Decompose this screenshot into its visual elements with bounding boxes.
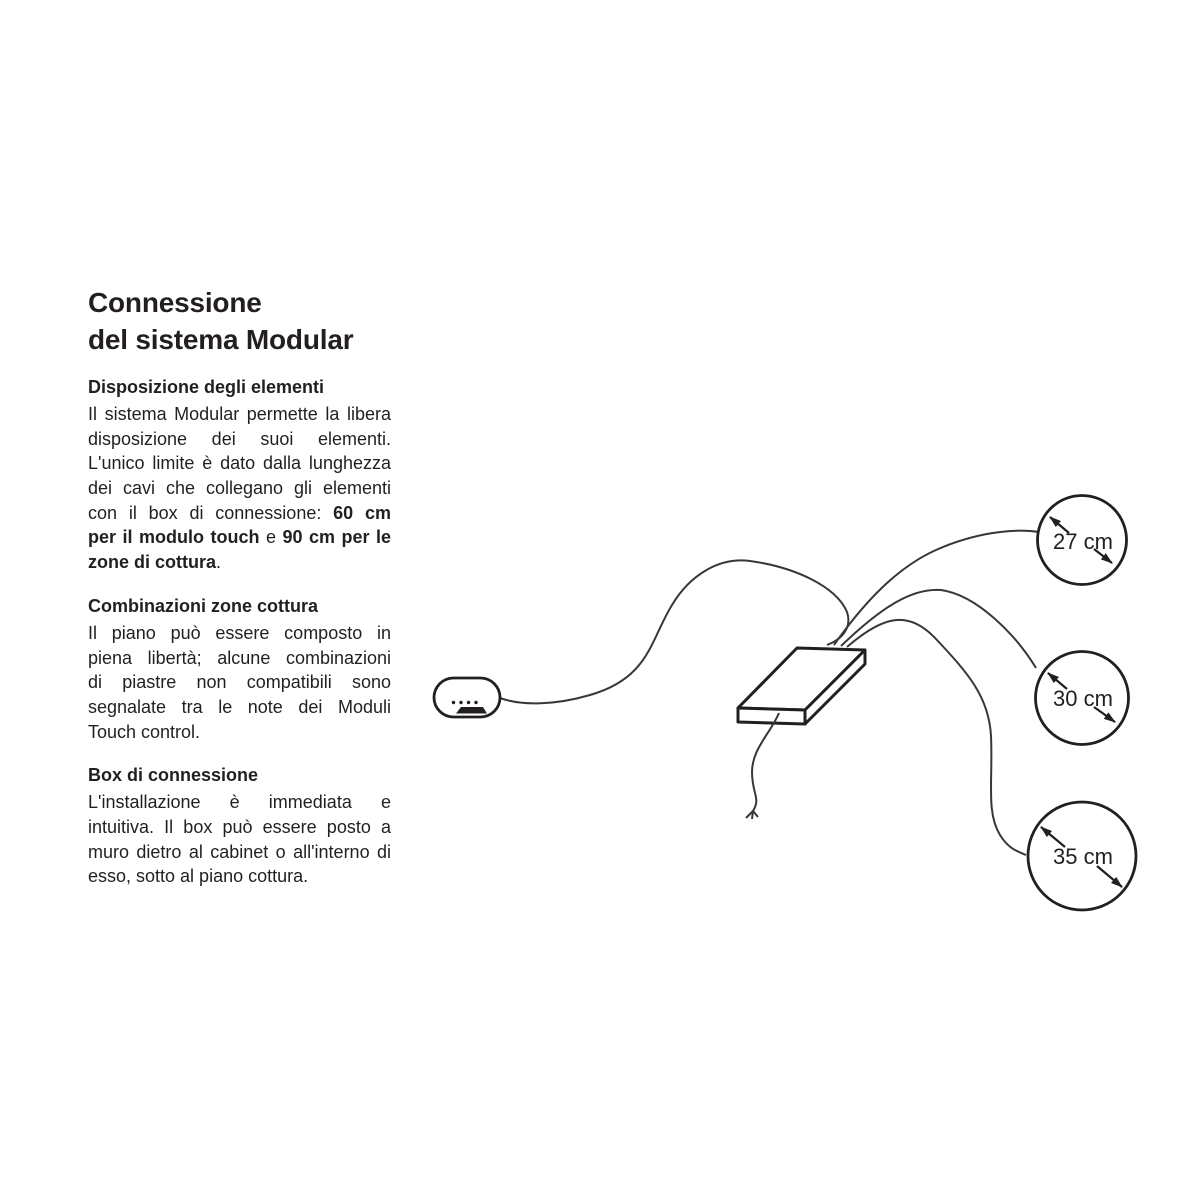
section-heading: Box di connessione [88, 765, 259, 786]
power-cord-frayed-end [746, 811, 758, 819]
text-segment: per il modulo touch [88, 527, 260, 548]
text-segment: e [259, 527, 283, 548]
text-segment: Il sistema Modular permette la libera [88, 404, 391, 424]
text-segment: L'unico limite è dato dalla lunghezza [88, 453, 391, 474]
text-segment: 60 cm [333, 502, 391, 523]
page-title-line-2: del sistema Modular [88, 324, 354, 355]
text-segment: di piastre non compatibili sono [88, 672, 391, 693]
touch-module-connector [456, 707, 487, 714]
touch-module [434, 678, 500, 717]
text-segment: disposizione dei suoi elementi. [88, 428, 391, 449]
section-heading: Combinazioni zone cottura [88, 595, 319, 616]
zone-35cm [1028, 802, 1136, 910]
zone-35cm-label: 35 cm [1053, 844, 1113, 869]
text-segment: esso, sotto al piano cottura. [88, 866, 309, 887]
connection-box [738, 648, 865, 724]
text-segment: muro dietro al cabinet o all'interno di [88, 841, 391, 862]
text-segment: segnalate tra le note dei Moduli [88, 696, 391, 717]
text-segment: L'installazione è immediata e [88, 792, 391, 813]
text-segment: zone di cottura [88, 552, 217, 573]
power-cord [752, 713, 779, 811]
section-heading: Disposizione degli elementi [88, 377, 325, 397]
cable-zone-35 [847, 620, 1026, 855]
zone-30cm-label: 30 cm [1053, 686, 1113, 711]
text-segment: Il piano può essere composto in [88, 622, 391, 643]
text-segment: Touch control. [88, 721, 201, 742]
text-segment: con il box di connessione: [88, 502, 334, 523]
text-segment: . [216, 552, 222, 573]
zone-27cm [1038, 496, 1127, 585]
page-title-line-1: Connessione [88, 287, 262, 318]
cable-zone-27 [834, 531, 1039, 645]
text-segment: 90 cm per le [282, 527, 392, 548]
text-segment: dei cavi che collegano gli elementi [88, 478, 391, 499]
text-segment: intuitiva. Il box può essere posto a [88, 816, 391, 837]
cooking-zones [1028, 496, 1136, 911]
text-segment: piena libertà; alcune combinazioni [88, 647, 391, 668]
zone-30cm [1036, 652, 1129, 745]
connection-box-front-face [738, 708, 805, 724]
zone-27cm-label: 27 cm [1053, 529, 1113, 554]
